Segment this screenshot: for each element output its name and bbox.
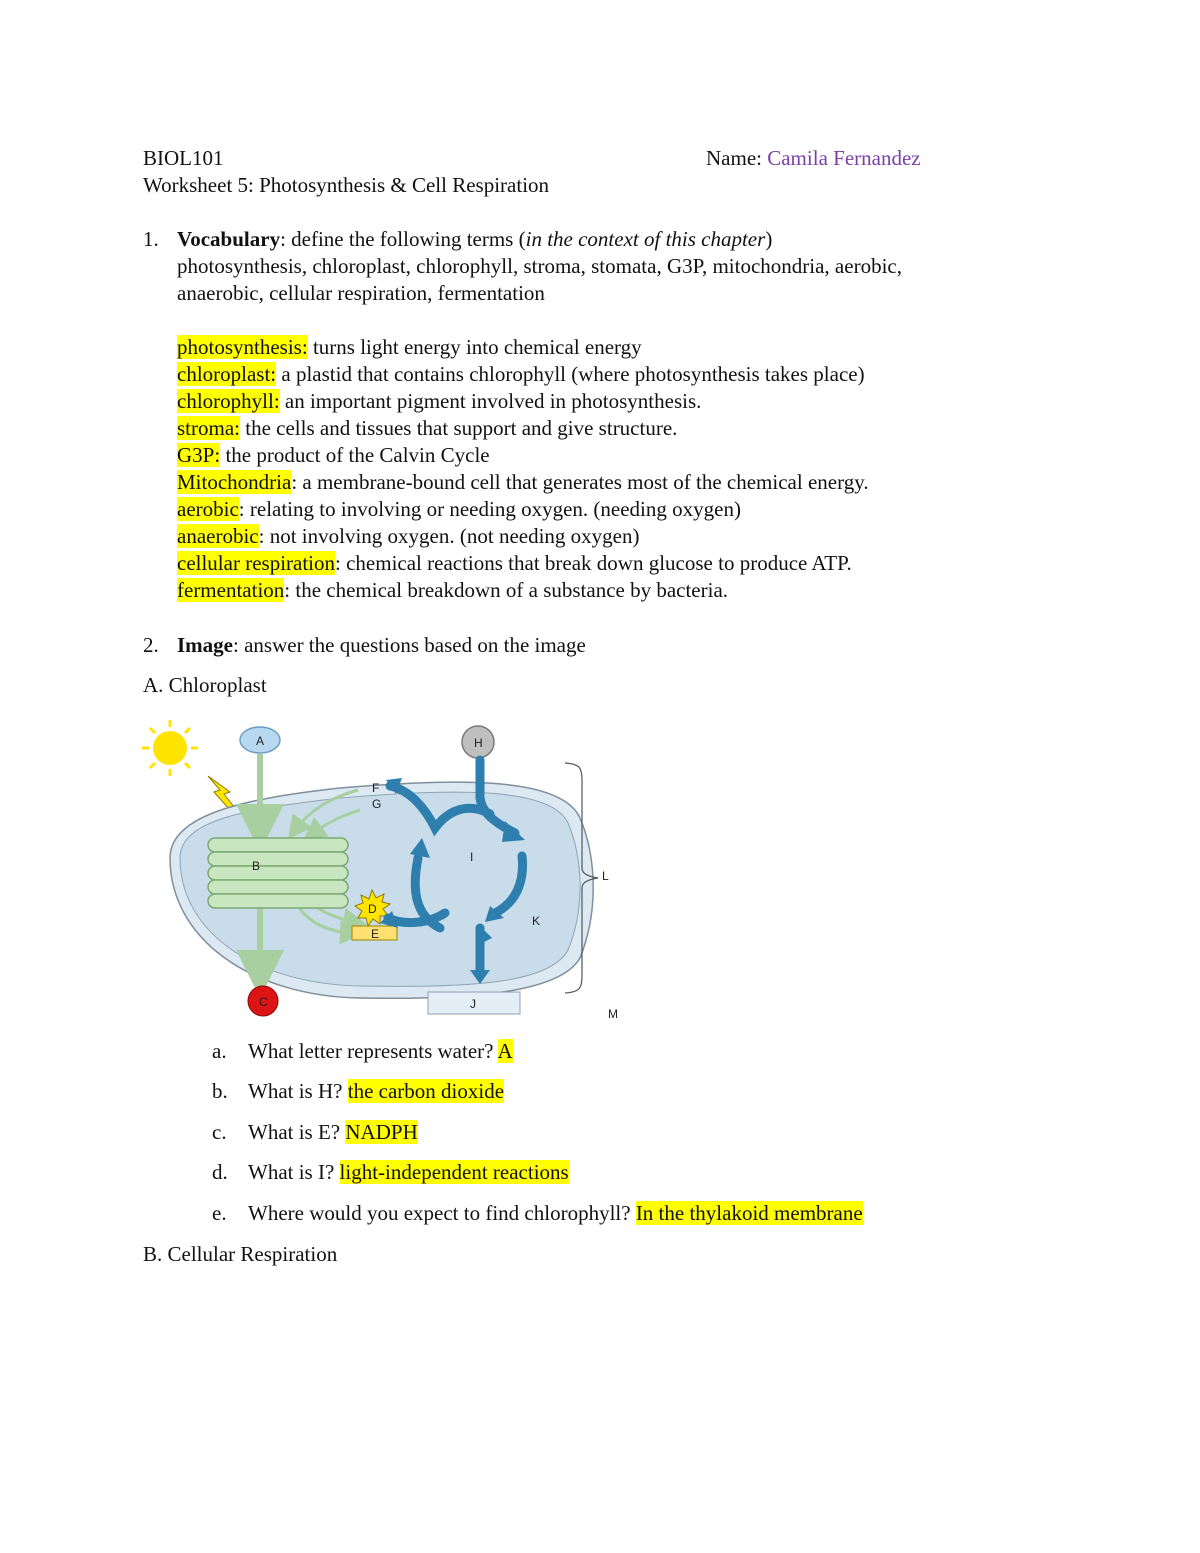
label-d: D [368,902,377,916]
worksheet-title: Worksheet 5: Photosynthesis & Cell Respiration [143,173,550,197]
question-letter: e. [212,1201,227,1225]
q2-prompt-text: : answer the questions based on the image [233,633,586,657]
question-item [248,1119,418,1145]
student-name: Camila Fernandez [767,146,921,170]
q2-title: Image [177,633,233,657]
definition-term: anaerobic [177,524,259,548]
label-h: H [474,736,483,750]
question-text: What letter represents water? [248,1039,498,1063]
answer-text: light-independent reactions [339,1160,569,1184]
label-i: I [470,850,474,864]
course-code: BIOL101 [143,146,224,170]
definition-item [177,388,701,414]
definition-text: an important pigment involved in photosynthesis. [279,389,702,413]
definition-item [177,523,640,549]
answer-text: the carbon dioxide [347,1079,505,1103]
q1-prompt-italic: in the context of this chapter [525,227,766,251]
definition-text: the product of the Calvin Cycle [220,443,490,467]
q1-prompt-text: : define the following terms ( [280,227,526,251]
student-name-line [706,145,921,171]
question-letter: a. [212,1039,227,1063]
thylakoid-stack [208,838,348,908]
question-item [248,1159,569,1185]
answer-text: A [497,1039,513,1063]
question-text: Where would you expect to find chlorophyll? [248,1201,636,1225]
definition-text: : the chemical breakdown of a substance by bacteria. [284,578,729,602]
answer-text: In the thylakoid membrane [635,1201,863,1225]
definition-text: the cells and tissues that support and give structure. [240,416,678,440]
definition-text: a plastid that contains chlorophyll (where photosynthesis takes place) [276,362,865,386]
q2-prompt [177,632,586,658]
question-letter: c. [212,1120,227,1144]
definition-item [177,334,642,360]
label-f: F [372,781,380,795]
definition-term: stroma: [177,416,240,440]
sun-icon [142,720,198,776]
name-label: Name: [706,146,762,170]
definition-item [177,496,741,522]
q1-terms-line1: photosynthesis, chloroplast, chlorophyll, stroma, stomata, G3P, mitochondria, aerobic, [177,254,902,278]
q1-title: Vocabulary [177,227,281,251]
q1-number: 1. [143,227,159,251]
label-k: K [532,914,541,928]
q2-number: 2. [143,633,159,657]
question-text: What is I? [248,1160,340,1184]
question-item [248,1038,513,1064]
q1-prompt [177,226,772,252]
definition-text: : relating to involving or needing oxygen. (needing oxygen) [238,497,741,521]
label-m: M [608,1007,618,1021]
section-a-heading: A. Chloroplast [143,673,267,697]
definition-text: : not involving oxygen. (not needing oxygen) [258,524,640,548]
definition-term: chloroplast: [177,362,277,386]
answer-text: NADPH [345,1120,418,1144]
definition-term: chlorophyll: [177,389,280,413]
question-item [248,1200,863,1226]
definition-term: fermentation [177,578,285,602]
definition-text: turns light energy into chemical energy [307,335,642,359]
definition-text: : a membrane-bound cell that generates most of the chemical energy. [291,470,869,494]
label-g: G [372,797,382,811]
chloroplast-diagram [140,718,660,1028]
question-letter: d. [212,1160,228,1184]
q1-prompt-end: ) [765,227,773,251]
definition-text: : chemical reactions that break down glucose to produce ATP. [335,551,852,575]
definition-term: cellular respiration [177,551,336,575]
definition-item [177,577,728,603]
label-b: B [252,859,261,873]
definition-item [177,550,852,576]
definition-item [177,361,865,387]
section-b-heading: B. Cellular Respiration [143,1242,338,1266]
question-letter: b. [212,1079,228,1103]
definition-term: G3P: [177,443,221,467]
definition-item [177,415,677,441]
definition-item [177,442,490,468]
definition-term: aerobic [177,497,239,521]
definition-term: photosynthesis: [177,335,308,359]
question-text: What is E? [248,1120,346,1144]
definition-item [177,469,869,495]
q1-terms-line2: anaerobic, cellular respiration, fermentation [177,281,545,305]
question-text: What is H? [248,1079,348,1103]
label-l: L [602,869,609,883]
label-c: C [259,995,268,1009]
question-item [248,1078,504,1104]
label-a: A [256,734,265,748]
label-j: J [470,997,476,1011]
definition-term: Mitochondria [177,470,292,494]
label-e: E [371,927,380,941]
